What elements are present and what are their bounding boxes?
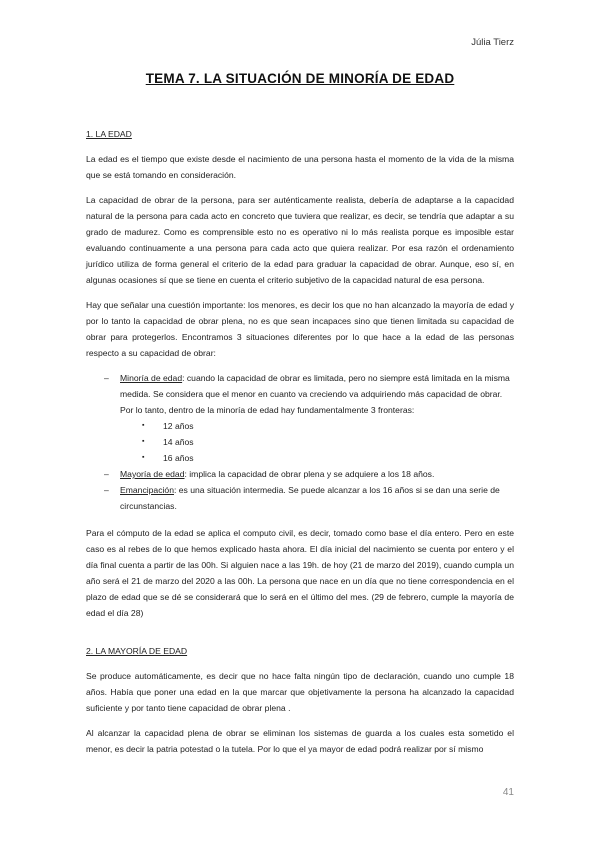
term-description: : cuando la capacidad de obrar es limitada, pero no siempre está limitada en la misma medida. Se considera que el menor en cuanto va creciendo va adquiriendo más capacidad de obrar. Por lo tanto, dentro de la minoría de edad hay fundamentalmente 3 fronteras: — [120, 373, 510, 415]
list-item: ▪ 14 años — [142, 434, 514, 450]
term-description: : es una situación intermedia. Se puede alcanzar a los 16 años si se dan una serie de circunstancias. — [120, 485, 500, 511]
list-item: ▪ 12 años — [142, 418, 514, 434]
author-name: Júlia Tierz — [471, 37, 514, 48]
paragraph: La edad es el tiempo que existe desde el nacimiento de una persona hasta el momento de la vida de la misma que se está tomando en consideración. — [86, 154, 514, 180]
section-heading-la-edad: 1. LA EDAD — [86, 129, 132, 139]
age-situations-list — [86, 370, 514, 514]
paragraph: Para el cómputo de la edad se aplica el computo civil, es decir, tomado como base el día entero. Pero en este caso es al rebes de lo que hemos explicado hasta ahora. El día inicial del nacimiento se cuenta por entero y el día final cuenta a partir de las 00h. Si alguien nace a las 19h. de hoy (21 de marzo del 2019), cuando cumpla un año será el 21 de marzo del 2020 a las 00h. La persona que nace en un día que no tiene correspondencia en el plazo de edad que se dé se considerará que lo será en el último del mes. (29 de febrero, cumple la mayoría de edad el día 28) — [86, 528, 514, 618]
term-mayoria: Mayoría de edad — [120, 469, 185, 479]
list-item-emancipacion — [120, 482, 514, 514]
page-title: TEMA 7. LA SITUACIÓN DE MINORÍA DE EDAD — [145, 71, 455, 86]
list-item-mayoria — [120, 466, 514, 482]
fronteras-list — [120, 418, 514, 466]
page-number: 41 — [502, 787, 514, 798]
document-body — [86, 126, 514, 766]
paragraph: La capacidad de obrar de la persona, para ser auténticamente realista, debería de adaptarse a la capacidad natural de la persona para cada acto en concreto que tuviera que realizar, es decir, se tendría que adaptar a su grado de madurez. Como es comprensible esto no es operativo ni lo más realista porque es imposible estar evaluando continuamente a una persona para cada acto que quiera realizar. Por esa razón el ordenamiento jurídico utiliza de forma general el criterio de la edad para graduar la capacidad de obrar. Aunque, eso sí, en algunas ocasiones sí que se tiene en cuenta el criterio subjetivo de la capacidad natural de esa persona. — [86, 195, 514, 285]
list-item-minoria — [120, 370, 514, 466]
section-heading-mayoria-de-edad: 2. LA MAYORÍA DE EDAD — [86, 646, 188, 656]
term-description: : implica la capacidad de obrar plena y se adquiere a los 18 años. — [184, 469, 435, 479]
paragraph: Hay que señalar una cuestión importante: los menores, es decir los que no han alcanzado la mayoría de edad y por lo tanto la capacidad de obrar plena, no es que sean incapaces sino que tienen limitada su capacidad de obrar para protegerlos. Encontramos 3 situaciones diferentes por lo que hace a la edad de las personas respecto a su capacidad de obrar: — [86, 300, 514, 358]
term-minoria: Minoría de edad — [120, 373, 183, 383]
term-emancipacion: Emancipación — [120, 485, 174, 495]
list-item: ▪ 16 años — [142, 450, 514, 466]
paragraph: Se produce automáticamente, es decir que no hace falta ningún tipo de declaración, cuando uno cumple 18 años. Había que poner una edad en la que marcar que objetivamente la persona ha alcanzado la capacidad suficiente y por tanto tiene capacidad de obrar plena . — [86, 671, 514, 713]
paragraph: Al alcanzar la capacidad plena de obrar se eliminan los sistemas de guarda a los cuales esta sometido el menor, es decir la patria potestad o la tutela. Por lo que el ya mayor de edad podrá realizar por sí mismo — [86, 728, 514, 754]
